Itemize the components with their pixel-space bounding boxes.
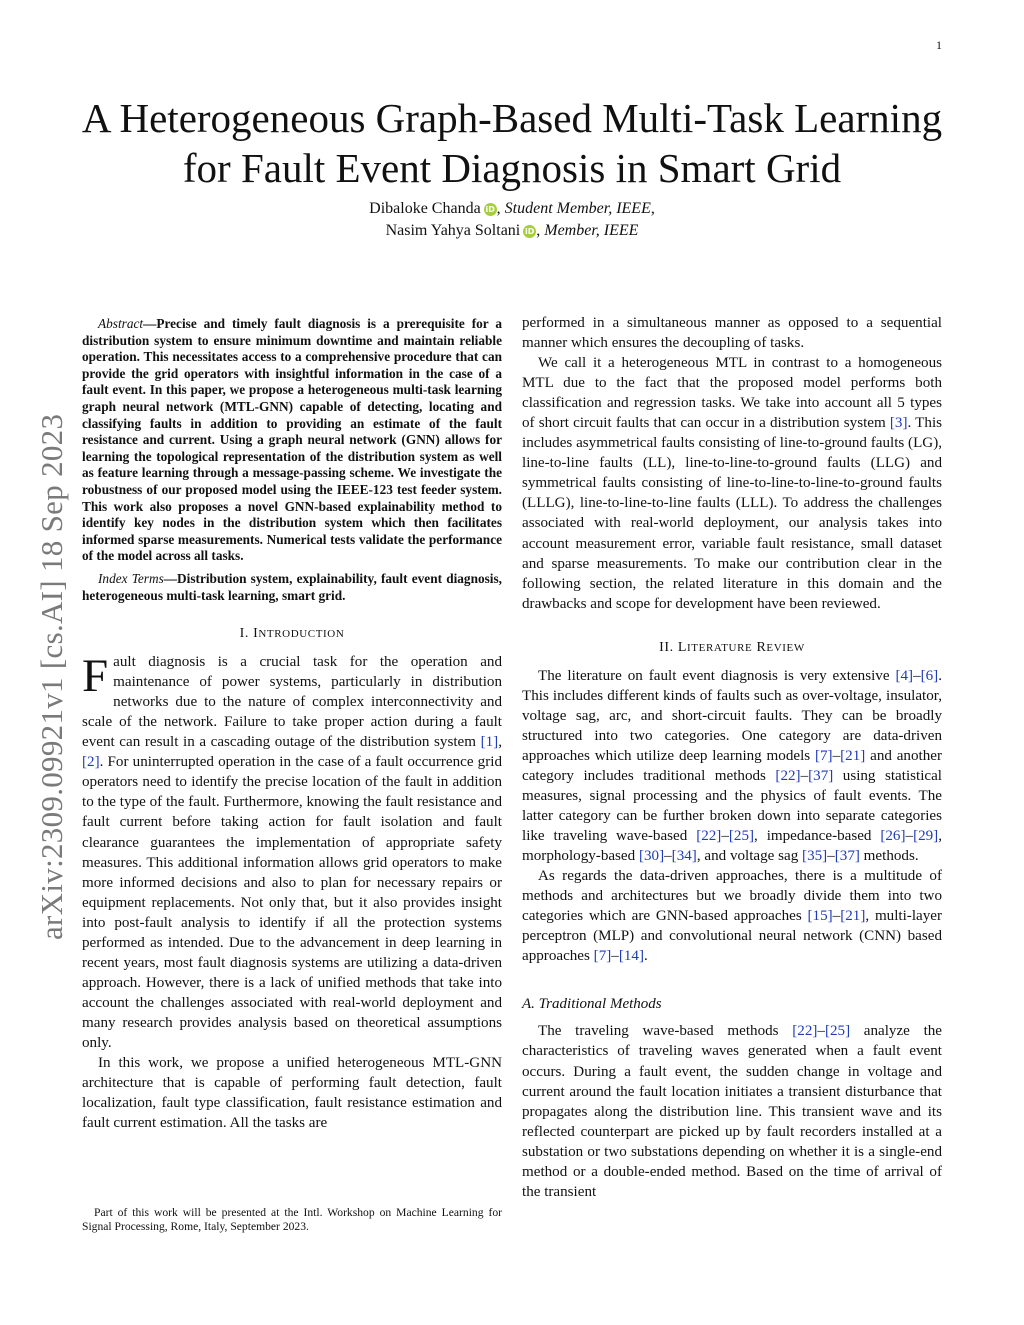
abstract-text: Precise and timely fault diagnosis is a prerequisite for a distribution system to ensure minimum downtime and maintain reliable operation. This necessitates access to a comprehensive procedure that can provide the grid operators with insightful information in the case of a fault event. In this paper, we propose a heterogeneous multi-task learning graph neural network (MTL-GNN) capable of detecting, locating and classifying faults in addition to providing an estimate of the fault resistance and current. Using a graph neural network (GNN) allows for learning the topological representation of the distribution system as well as feature learning through a message-passing scheme. We investigate the robustness of our proposed model using the IEEE-123 test feeder system. This work also proposes a novel GNN-based explainability method to identify key nodes in the distribution system which then facilitates informed sparse measurements. Numerical tests validate the performance of the model across all tasks. <box>82 316 502 564</box>
abstract-label: Abstract <box>98 316 144 331</box>
traditional-paragraph-1: The traveling wave-based methods [22]–[25] analyze the characteristics of traveling waves generated when a fault event occurs. During a fault event, the sudden change in voltage and current around the fault location initiates a transient disturbance that propagates along the distribution line. This transient wave and its reflected counterpart are picked up by fault recorders installed at a substation or two substations depending on whether it is a single-end method or a double-ended method. Based on the time of arrival of the transient <box>522 1023 943 1200</box>
abstract <box>82 316 502 565</box>
citation-link[interactable]: [29] <box>913 828 939 845</box>
author-list <box>60 198 964 242</box>
author-role: Student Member, IEEE <box>504 200 651 217</box>
citation-link[interactable]: [7] <box>814 747 833 764</box>
section-heading-introduction: I. INTRODUCTION <box>239 626 345 642</box>
citation-link[interactable]: [25] <box>824 1023 851 1040</box>
citation-link[interactable]: [34] <box>671 848 697 865</box>
literature-paragraph-2: As regards the data-driven approaches, there is a multitude of methods and architectures but we broadly divide them into two categories which are GNN-based approaches [15]–[21], multi-layer perceptron (MLP) and convolutional neural network (CNN) based approaches [7]–[14]. <box>522 868 942 965</box>
footnote: Part of this work will be presented at the Intl. Workshop on Machine Learning for Signal Processing, Rome, Italy, September 2023. <box>82 1206 502 1233</box>
citation-link[interactable]: [37] <box>808 767 834 784</box>
index-terms-text: Distribution system, explainability, fault event diagnosis, heterogeneous multi-task learning, smart grid. <box>82 570 502 603</box>
index-terms <box>82 571 502 604</box>
index-terms-dash: — <box>163 570 178 586</box>
author-separator: , <box>496 200 501 217</box>
citation-link[interactable]: [25] <box>728 828 755 845</box>
index-terms-label: Index Terms <box>98 570 164 586</box>
section-heading-literature-review: II. LITERATURE REVIEW <box>659 639 805 655</box>
page-number: 1 <box>936 38 942 52</box>
author-role: Member, IEEE <box>544 222 639 239</box>
orcid-icon[interactable]: iD <box>525 227 535 236</box>
intro-paragraph-1: Fault diagnosis is a crucial task for the operation and maintenance of power systems, particularly in distribution networks due to the nature of complex interconnectivity and scale of the network. Failure to take proper action during a fault event can result in a cascading outage of the distribution system [1], [2]. For uninterrupted operation in the case of a fault occurrence grid operators need to identify the precise location of the fault in addition to the type of the fault. Furthermore, knowing the fault resistance and fault current before taking action for fault isolation and fault clearance guarantees the implementation of appropriate safety measures. This additional information allows grid operators to make more informed decisions and also to plan for necessary repairs or equipment replacements. Not only that, but it also provides insight into post-fault analysis to identify if all the protection systems performed as intended. Due to the advancement in deep learning in recent years, most fault diagnosis systems are utilizing a data-driven approach. However, there is a lack of unified methods that take into account the challenges associated with real-world deployment and many research provides analysis based on theoretical assumptions only. <box>82 650 502 1051</box>
title-line-2: for Fault Event Diagnosis in Smart Grid <box>182 145 842 191</box>
intro-paragraph-continued: performed in a simultaneous manner as opposed to a sequential manner which ensures the decoupling of tasks. <box>522 315 942 352</box>
author-name: Dibaloke Chanda <box>369 200 481 217</box>
left-column <box>82 316 502 1133</box>
title-line-1: A Heterogeneous Graph-Based Multi-Task Learning <box>81 95 943 141</box>
literature-paragraph-1: The literature on fault event diagnosis is very extensive [4]–[6]. This includes different kinds of faults such as over-voltage, insulator, voltage sag, arc, and short-circuit faults. They can be broadly structured into two categories. One category are data-driven approaches which utilize deep learning models [7]–[21] and another category includes traditional methods [22]–[37] using statistical measures, signal processing and the physics of fault events. The latter category can be further broken down into separate categories like traveling wave-based [22]–[25], impedance-based [26]–[29], morphology-based [30]–[34], and voltage sag [35]–[37] methods. <box>522 667 942 865</box>
paper-title <box>60 93 964 193</box>
author-line: Nasim Yahya Soltani iD , Member, IEEE <box>385 222 639 239</box>
right-column <box>522 313 942 1202</box>
citation-link[interactable]: [7] <box>593 948 612 965</box>
subsection-heading-traditional-methods: A. Traditional Methods <box>522 996 662 1013</box>
arxiv-identifier[interactable]: arXiv:2309.09921v1 [cs.AI] 18 Sep 2023 <box>34 413 69 940</box>
orcid-icon[interactable]: iD <box>485 205 495 214</box>
citation-link[interactable]: [4] <box>895 667 914 684</box>
citation-link[interactable]: [21] <box>840 747 866 764</box>
intro-paragraph-3: We call it a heterogeneous MTL in contrast to a homogeneous MTL due to the fact that the proposed model performs both classification and regression tasks. We take into account all 5 types of short circuit faults that can occur in a distribution system [3]. This includes asymmetrical faults consisting of line-to-ground faults (LG), line-to-line faults (LL), line-to-line-to-ground faults (LLG) and symmetrical faults consisting of line-to-line-to-line-to-ground faults (LLLG), line-to-line-to-line faults (LLL). To address the challenges associated with real-world deployment, our analysis takes into account measurement error, variable fault resistance, small dataset and sparse measurements. To make our contribution clear in the following section, the related literature in this domain and the drawbacks and scope for development have been reviewed. <box>522 355 943 612</box>
citation-link[interactable]: [15] <box>807 908 833 925</box>
citation-link[interactable]: [30] <box>638 848 665 865</box>
citation-link[interactable]: [26] <box>880 828 906 845</box>
drop-cap: F <box>82 650 109 703</box>
citation-link[interactable]: [6] <box>920 667 939 684</box>
author-line: Dibaloke Chanda iD , Student Member, IEEE, <box>369 200 655 217</box>
author-name: Nasim Yahya Soltani <box>385 222 521 239</box>
citation-link[interactable]: [1] <box>480 734 499 751</box>
abstract-dash: — <box>143 316 157 331</box>
citation-link[interactable]: [21] <box>840 908 866 925</box>
citation-link[interactable]: [22] <box>792 1023 818 1040</box>
citation-link[interactable]: [37] <box>834 848 860 865</box>
citation-link[interactable]: [22] <box>775 767 801 784</box>
intro-paragraph-2: In this work, we propose a unified heterogeneous MTL-GNN architecture that is capable of performing fault detection, fault localization, fault type classification, fault resistance estimation and fault current estimation. All the tasks are <box>82 1055 502 1132</box>
citation-link[interactable]: [35] <box>802 848 828 865</box>
citation-link[interactable]: [14] <box>618 948 644 965</box>
citation-link[interactable]: [3] <box>889 415 908 432</box>
citation-link[interactable]: [22] <box>696 828 722 845</box>
citation-link[interactable]: [2] <box>82 754 100 771</box>
